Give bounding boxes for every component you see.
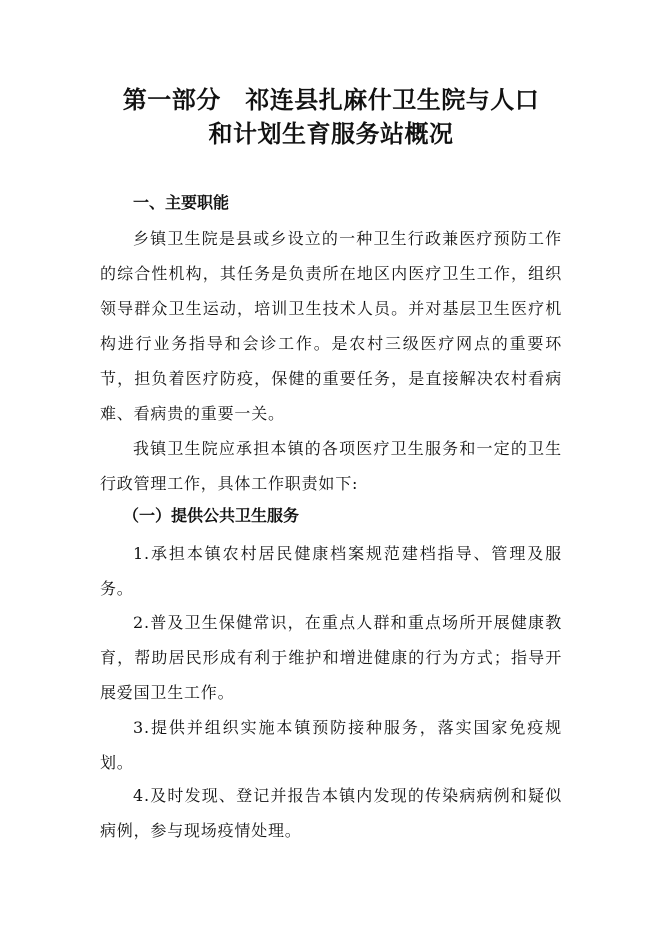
paragraph-township-hospital-role: 乡镇卫生院是县或乡设立的一种卫生行政兼医疗预防工作的综合性机构，其任务是负责所在地区内医疗卫生工作，组织领导群众卫生运动，培训卫生技术人员。并对基层卫生医疗机构进行业务指导和会诊工作。是农村三级医疗网点的重要环节，担负着医疗防疫，保健的重要任务，是直接解决农村看病难、看病贵的重要一关。 (100, 229, 562, 423)
section-heading-main-functions: 一、主要职能 (133, 193, 230, 212)
subsection-heading-public-health: （一）提供公共卫生服务 (123, 506, 300, 525)
list-item-vaccination: 3.提供并组织实施本镇预防接种服务，落实国家免疫规划。 (100, 718, 562, 772)
page-title-line-2: 和计划生育服务站概况 (208, 120, 454, 148)
paragraph-duties-intro: 我镇卫生院应承担本镇的各项医疗卫生服务和一定的卫生行政管理工作，具体工作职责如下: (100, 439, 562, 493)
list-item-health-records: 1.承担本镇农村居民健康档案规范建档指导、管理及服务。 (100, 544, 562, 598)
list-item-infectious-disease: 4.及时发现、登记并报告本镇内发现的传染病病例和疑似病例，参与现场疫情处理。 (100, 786, 562, 840)
page-title-line-1: 第一部分 祁连县扎麻什卫生院与人口 (122, 86, 540, 114)
list-item-health-education: 2.普及卫生保健常识，在重点人群和重点场所开展健康教育，帮助居民形成有利于维护和增进健康的行为方式；指导开展爱国卫生工作。 (100, 613, 562, 702)
